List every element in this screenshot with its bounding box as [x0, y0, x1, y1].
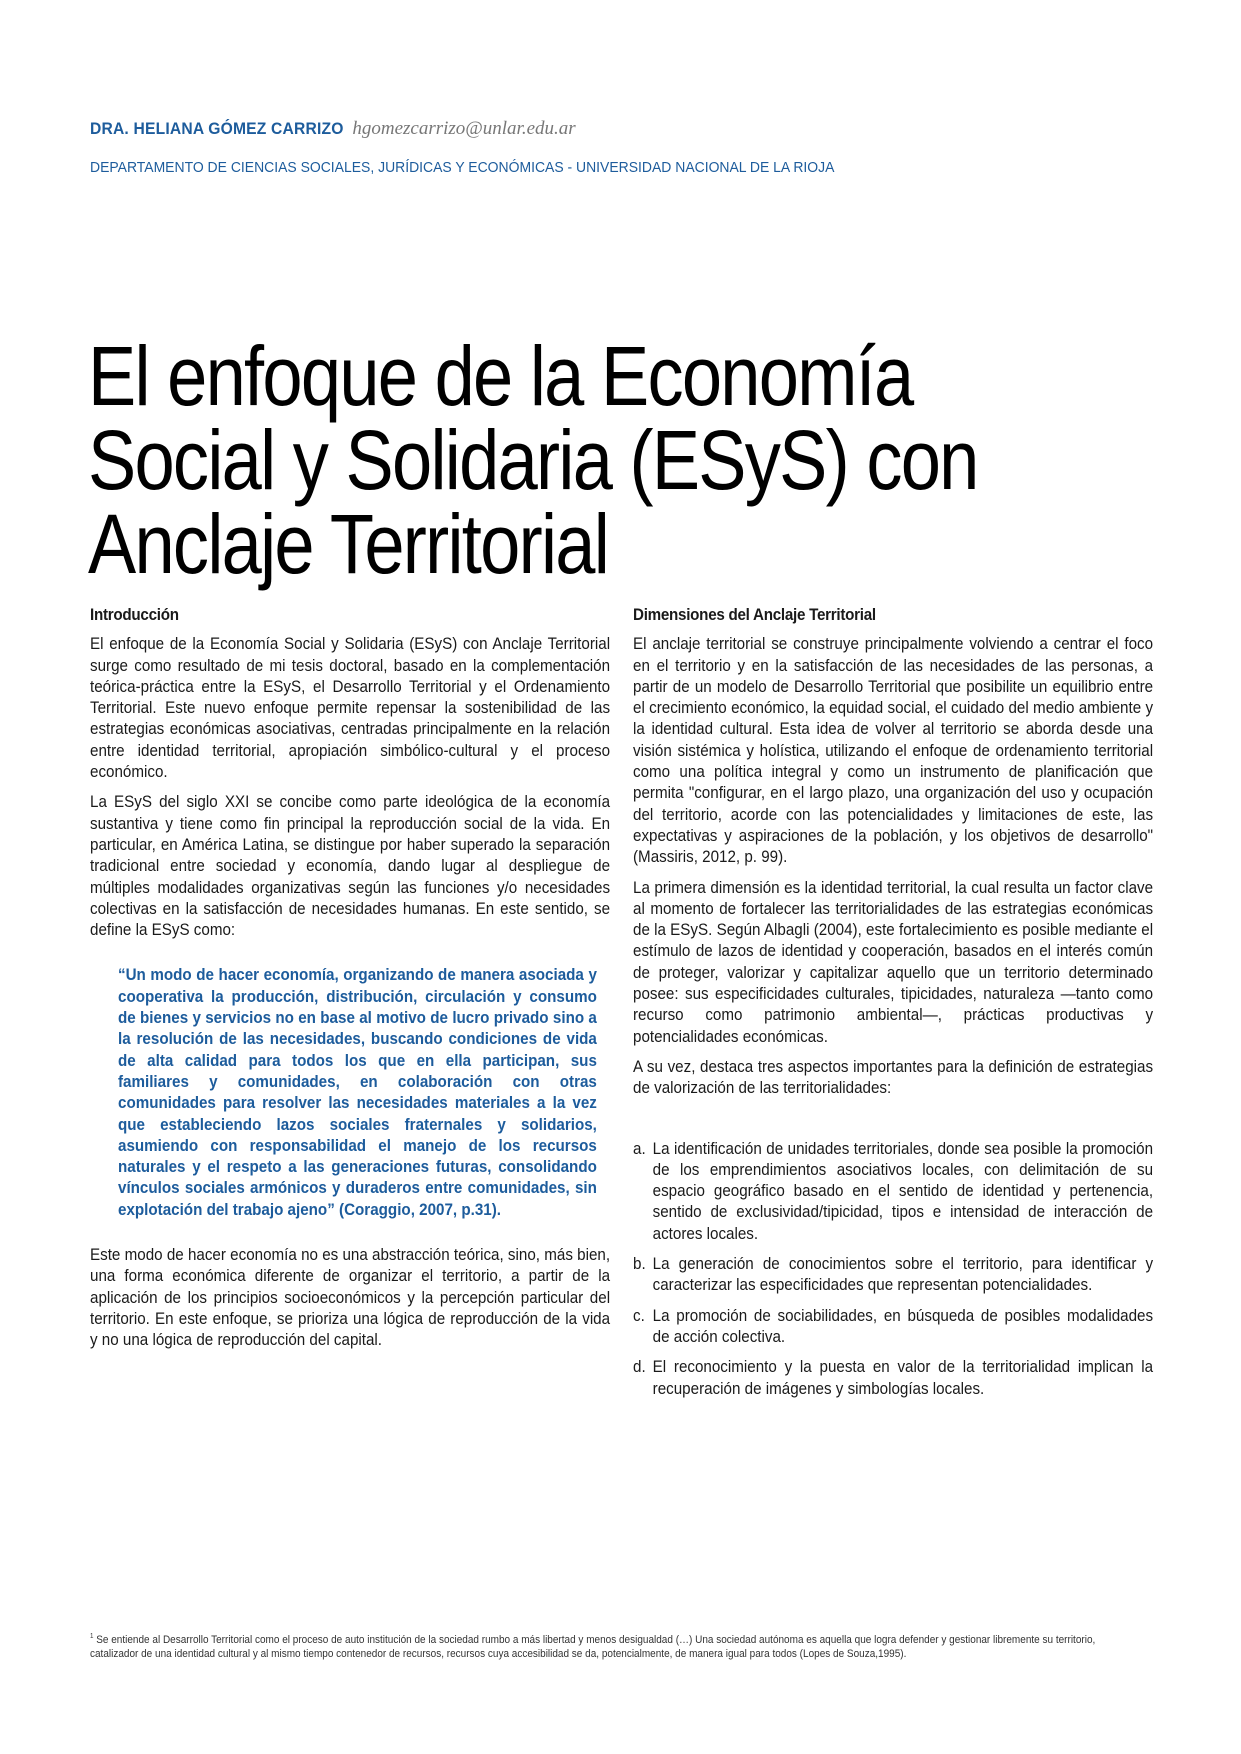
paragraph: Este modo de hacer economía no es una abstracción teórica, sino, más bien, una forma económica diferente de organizar el territorio, a partir de la aplicación de los principios socioeconómicos y la percepción particular del territorio. En este enfoque, se prioriza una lógica de reproducción de la vida y no una lógica de reproducción del capital. [90, 1245, 611, 1350]
right-column [633, 604, 1153, 1408]
affiliation: DEPARTAMENTO DE CIENCIAS SOCIALES, JURÍDICAS Y ECONÓMICAS - UNIVERSIDAD NACIONAL DE LA RIOJA [90, 159, 835, 176]
title-line: El enfoque de la Economía [88, 329, 913, 424]
title-line: Social y Solidaria (ESyS) con [88, 413, 978, 508]
section-heading-dimensiones: Dimensiones del Anclaje Territorial [633, 605, 876, 624]
paragraph: A su vez, destaca tres aspectos importantes para la definición de estrategias de valorización de las territorialidades: [633, 1056, 1154, 1098]
footnote [90, 1630, 1134, 1661]
paragraph: El anclaje territorial se construye principalmente volviendo a centrar el foco en el territorio y en la satisfacción de las necesidades de las personas, a partir de un modelo de Desarrollo Territorial que posibilite un equilibrio entre el crecimiento económico, la equidad social, el cuidado del medio ambiente y la identidad cultural. Esta idea de volver al territorio se aborda desde una visión sistémica y holística, utilizando el enfoque de ordenamiento territorial como una política integral y como un instrumento de planificación que permita "configurar, en el largo plazo, una organización del uso y ocupación del territorio, acorde con las potencialidades y limitaciones de este, las expectativas y aspiraciones de la población, y los objetivos de desarrollo" (Massiris, 2012, p. 99). [633, 634, 1154, 867]
list-marker: d. [633, 1357, 646, 1377]
article-title [88, 329, 1238, 592]
list-marker: b. [633, 1254, 646, 1274]
list-item-text: El reconocimiento y la puesta en valor de la territorialidad implican la recuperación de imágenes y simbologías locales. [652, 1357, 1154, 1398]
paragraph: La primera dimensión es la identidad territorial, la cual resulta un factor clave al momento de fortalecer las territorialidades de las estrategias económicas de la ESyS. Según Albagli (2004), este fortalecimiento es posible mediante el estímulo de lazos de identidad y cooperación, basados en el interés común de proteger, valorizar y capitalizar aquello que un territorio determinado posee: sus especificidades culturales, tipicidades, naturaleza —tanto como recurso como patrimonio ambiental—, prácticas productivas y potencialidades económicas. [633, 877, 1154, 1046]
footnote-text: Se entiende al Desarrollo Territorial como el proceso de auto institución de la sociedad rumbo a más libertad y menos desigualdad (…) Una sociedad autónoma es aquella que logra defender y gestionar libremente su territorio, catalizador de una identidad cultural y al mismo tiempo contenedor de recursos, recursos cuya accesibilidad se da, potencialmente, de manera igual para todos (Lopes de Souza,1995). [90, 1633, 1096, 1660]
paragraph: La ESyS del siglo XXI se concibe como parte ideológica de la economía sustantiva y tiene como fin principal la reproducción social de la vida. En particular, en América Latina, se distingue por haber superado la separación tradicional entre sociedad y economía, dando lugar al despliegue de múltiples modalidades organizativas según las funciones y/o necesidades colectivas en la satisfacción de necesidades humanas. En este sentido, se define la ESyS como: [90, 792, 611, 940]
title-line: Anclaje Territorial [88, 497, 609, 592]
list-item-text: La identificación de unidades territoriales, donde sea posible la promoción de los emprendimientos asociativos locales, con delimitación de su espacio geográfico basado en el sentido de identidad y pertenencia, sentido de exclusividad/tipicidad, tipos e intensidad de interacción de actores locales. [652, 1138, 1154, 1243]
author-name: DRA. HELIANA GÓMEZ CARRIZO [90, 119, 344, 138]
list-marker: a. [633, 1138, 646, 1158]
block-quote [118, 964, 610, 1220]
author-line [90, 118, 576, 140]
list-item [633, 1305, 1153, 1348]
section-heading-introduccion: Introducción [90, 605, 179, 624]
list-marker: c. [633, 1305, 645, 1325]
list-item [633, 1356, 1153, 1399]
paragraph: El enfoque de la Economía Social y Solidaria (ESyS) con Anclaje Territorial surge como resultado de mi tesis doctoral, basado en la complementación teórica-práctica entre la ESyS, el Desarrollo Territorial y el Ordenamiento Territorial. Este nuevo enfoque permite repensar la sostenibilidad de las estrategias económicas asociativas, centradas principalmente en la relación entre identidad territorial, apropiación simbólico-cultural y el proceso económico. [90, 634, 611, 782]
author-email[interactable]: hgomezcarrizo@unlar.edu.ar [352, 118, 576, 139]
list-item-text: La promoción de sociabilidades, en búsqueda de posibles modalidades de acción colectiva. [652, 1305, 1154, 1346]
list-item [633, 1253, 1153, 1296]
list-item-text: La generación de conocimientos sobre el territorio, para identificar y caracterizar las especificidades que representan potencialidades. [652, 1254, 1154, 1295]
list-item [633, 1138, 1153, 1244]
footnote-marker: 1 [90, 1633, 94, 1640]
quote-text: “Un modo de hacer economía, organizando de manera asociada y cooperativa la producción, distribución, circulación y consumo de bienes y servicios no en base al motivo de lucro privado sino a la resolución de las necesidades, buscando condiciones de vida de alta calidad para todos los que en ella participan, sus familiares y comunidades, en colaboración con otras comunidades para resolver las necesidades materiales a la vez que estableciendo lazos sociales fraternales y solidarios, asumiendo con responsabilidad el manejo de los recursos naturales y el respeto a las generaciones futuras, consolidando vínculos sociales armónicos y duraderos entre comunidades, sin explotación del trabajo ajeno” (Coraggio, 2007, p.31). [118, 965, 597, 1219]
aspects-list [633, 1138, 1153, 1399]
left-column [90, 604, 610, 1360]
